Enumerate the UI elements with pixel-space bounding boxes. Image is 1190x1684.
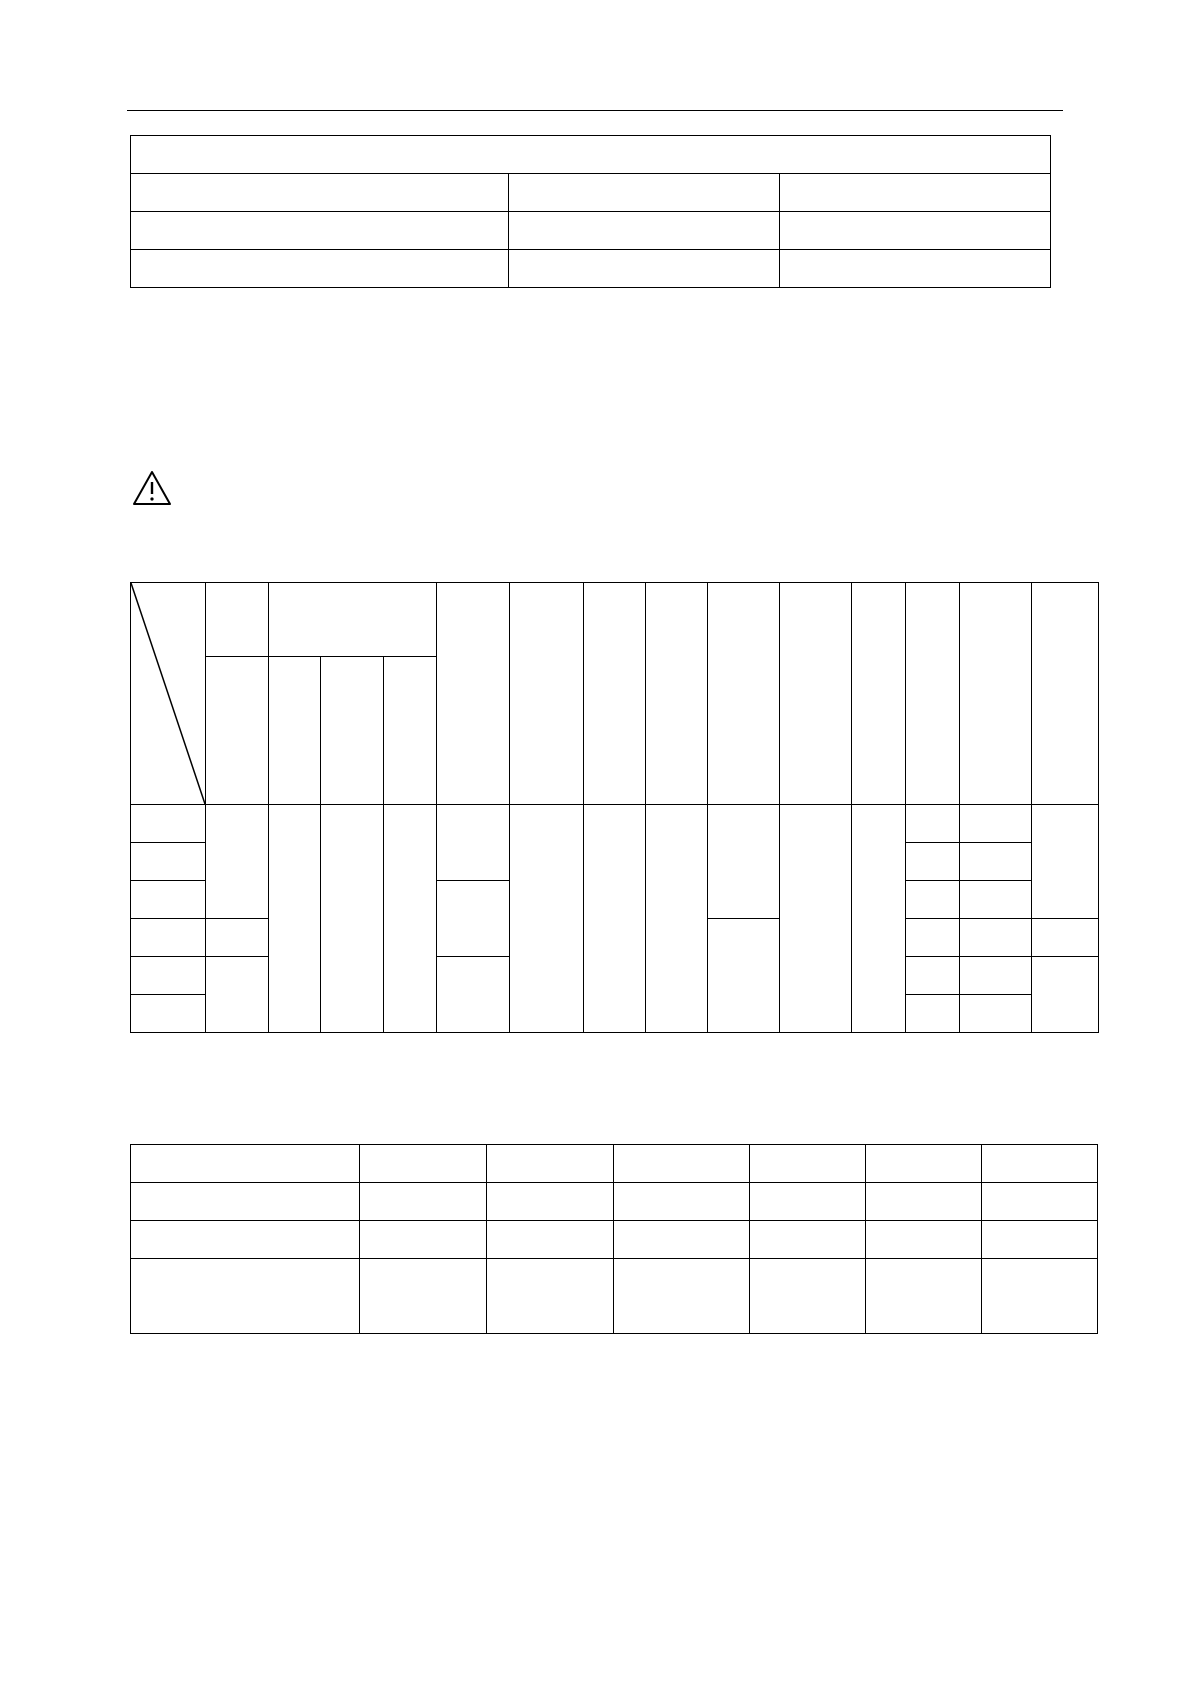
table-cell	[906, 995, 960, 1033]
table-cell	[206, 657, 269, 805]
table-cell	[321, 805, 384, 1033]
table-cell	[131, 174, 509, 212]
table-cell	[437, 805, 510, 881]
table-cell	[269, 805, 321, 1033]
table-cell	[131, 805, 206, 843]
table-cell	[614, 1221, 750, 1259]
table-cell	[906, 881, 960, 919]
table-cell	[360, 1221, 487, 1259]
table-cell	[360, 1145, 487, 1183]
table-cell	[960, 919, 1032, 957]
table-cell	[982, 1221, 1098, 1259]
table-cell	[866, 1145, 982, 1183]
table-cell	[131, 1259, 360, 1334]
table-cell	[437, 957, 510, 1033]
table-row	[131, 136, 1051, 174]
table-cell	[906, 919, 960, 957]
table-cell	[780, 250, 1051, 288]
table-cell	[584, 583, 646, 805]
table-cell	[437, 881, 510, 957]
table-cell	[384, 805, 437, 1033]
table-cell	[510, 583, 584, 805]
table-cell	[206, 919, 269, 957]
table-cell	[906, 957, 960, 995]
table-1	[130, 135, 1051, 288]
table-cell	[131, 881, 206, 919]
table-row	[131, 1183, 1098, 1221]
table-cell	[131, 995, 206, 1033]
table-cell	[487, 1221, 614, 1259]
table-cell	[1032, 957, 1099, 1033]
table-cell	[780, 805, 852, 1033]
table-cell	[646, 805, 708, 1033]
table-cell	[780, 212, 1051, 250]
table-cell	[487, 1145, 614, 1183]
table-cell	[206, 957, 269, 1033]
table-cell	[131, 957, 206, 995]
table-cell	[960, 583, 1032, 805]
table-cell	[866, 1183, 982, 1221]
table-cell	[906, 583, 960, 805]
table-cell	[960, 995, 1032, 1033]
table-cell	[646, 583, 708, 805]
table-cell	[360, 1183, 487, 1221]
table-cell	[510, 805, 584, 1033]
table-cell	[906, 805, 960, 843]
table-cell	[509, 212, 780, 250]
table-cell	[584, 805, 646, 1033]
table-cell	[960, 957, 1032, 995]
table-cell	[750, 1221, 866, 1259]
table-cell	[708, 583, 780, 805]
table-2	[130, 582, 1099, 1033]
table-cell	[131, 1145, 360, 1183]
table-cell	[509, 174, 780, 212]
table-cell	[1032, 919, 1099, 957]
table-cell	[321, 657, 384, 805]
table-cell	[866, 1259, 982, 1334]
table-cell	[131, 843, 206, 881]
table-cell	[131, 1221, 360, 1259]
table-row	[131, 212, 1051, 250]
table-cell	[852, 805, 906, 1033]
table-cell	[750, 1183, 866, 1221]
table-cell	[131, 1183, 360, 1221]
table-cell	[780, 583, 852, 805]
table-cell	[1032, 583, 1099, 805]
table-cell	[131, 212, 509, 250]
table-cell	[384, 657, 437, 805]
table-cell	[982, 1183, 1098, 1221]
table-cell	[487, 1259, 614, 1334]
table-cell	[614, 1259, 750, 1334]
table-row	[131, 1259, 1098, 1334]
table-cell	[360, 1259, 487, 1334]
table-cell	[614, 1183, 750, 1221]
table-cell	[131, 919, 206, 957]
table-cell	[960, 881, 1032, 919]
diagonal-line	[131, 583, 205, 804]
table-cell	[960, 805, 1032, 843]
diagonal-header-cell	[131, 583, 206, 805]
table-cell	[131, 136, 1051, 174]
table-cell	[708, 805, 780, 919]
table-cell	[487, 1183, 614, 1221]
table-cell	[1032, 805, 1099, 919]
table-row	[131, 805, 1099, 843]
table-cell	[206, 583, 269, 657]
table-cell	[750, 1259, 866, 1334]
table-row	[131, 250, 1051, 288]
header-rule	[127, 110, 1063, 111]
table-row	[131, 174, 1051, 212]
table-header-row	[131, 583, 1099, 657]
table-cell	[982, 1259, 1098, 1334]
table-cell	[982, 1145, 1098, 1183]
table-cell	[614, 1145, 750, 1183]
table-cell	[906, 843, 960, 881]
table-cell	[437, 583, 510, 805]
table-row	[131, 1145, 1098, 1183]
table-cell	[750, 1145, 866, 1183]
table-cell	[780, 174, 1051, 212]
table-cell	[269, 657, 321, 805]
table-row	[131, 1221, 1098, 1259]
table-cell	[866, 1221, 982, 1259]
table-cell	[206, 805, 269, 919]
table-cell	[708, 919, 780, 1033]
warning-triangle-icon	[132, 470, 172, 506]
table-cell	[269, 583, 437, 657]
table-3	[130, 1144, 1098, 1334]
table-cell	[960, 843, 1032, 881]
table-cell	[509, 250, 780, 288]
table-cell	[852, 583, 906, 805]
table-cell	[131, 250, 509, 288]
